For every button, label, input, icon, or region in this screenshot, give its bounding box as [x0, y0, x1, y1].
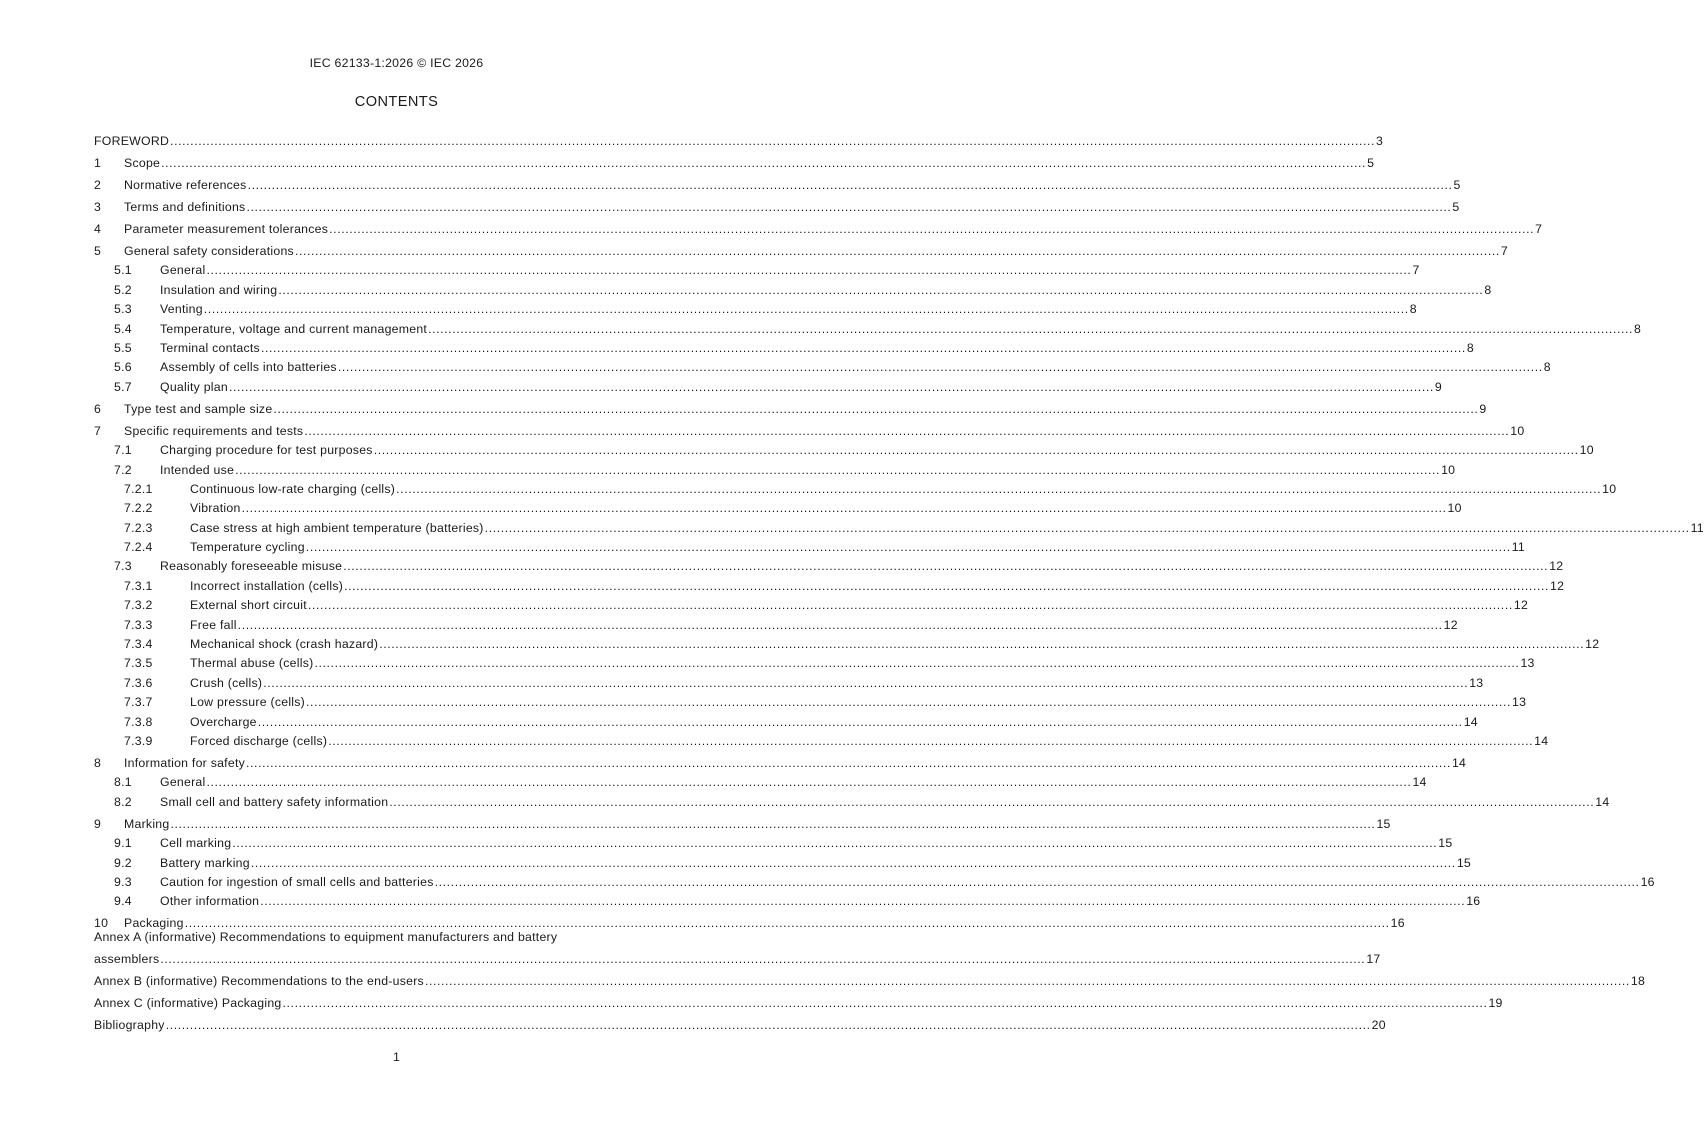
toc-entry-number: 10 [94, 916, 109, 931]
dot-leader: ............................................................................................................................................................................................................................................................................................................ [247, 178, 1453, 192]
toc-entry-page: 10 [1602, 481, 1617, 496]
toc-entry-number: 2 [94, 178, 102, 192]
toc-entry[interactable] [94, 192, 1460, 214]
toc-entry-title: assemblers [94, 952, 160, 967]
toc-entry-number: 7.3.8 [124, 714, 153, 729]
toc-entry[interactable] [94, 966, 1646, 989]
toc-entry-number: 7.1 [114, 443, 132, 458]
dot-leader: ............................................................................................................................................................................................................................................................................................................ [344, 578, 1550, 593]
toc-entry[interactable] [94, 593, 1529, 613]
toc-entry-number: 6 [94, 401, 102, 416]
toc-entry-number: 7.3 [114, 559, 132, 574]
toc-entry-page: 12 [1550, 578, 1565, 593]
toc-entry[interactable] [94, 789, 1610, 809]
dot-leader: ............................................................................................................................................................................................................................................................................................................ [260, 894, 1466, 909]
dot-leader: ............................................................................................................................................................................................................................................................................................................ [232, 836, 1438, 851]
dot-leader: ............................................................................................................................................................................................................................................................................................................ [235, 462, 1441, 477]
toc-entry[interactable] [94, 945, 1381, 967]
toc-entry[interactable] [94, 809, 1391, 831]
toc-entry-title: Terminal contacts [160, 340, 260, 355]
toc-entry-number: 7.3.3 [124, 617, 153, 632]
toc-entry-page: 12 [1443, 617, 1458, 632]
toc-entry-title: Caution for ingestion of small cells and batteries [160, 874, 434, 889]
toc-entry[interactable] [94, 850, 1471, 870]
toc-entry[interactable] [94, 214, 1543, 236]
toc-entry-title: Temperature, voltage and current management [160, 321, 428, 336]
dot-leader: ............................................................................................................................................................................................................................................................................................................ [306, 695, 1511, 710]
toc-entry-page: 16 [1390, 916, 1405, 931]
dot-leader: ............................................................................................................................................................................................................................................................................................................ [228, 379, 1434, 394]
toc-entry[interactable] [94, 870, 1655, 889]
toc-entry-page: 12 [1585, 637, 1600, 652]
toc-entry-page: 7 [1412, 263, 1420, 278]
toc-entry-title: Crush (cells) [190, 675, 263, 690]
toc-entry-title: Overcharge [190, 714, 257, 729]
toc-entry-number: 7.3.6 [124, 675, 153, 690]
toc-entry[interactable] [94, 416, 1525, 438]
toc-entry-title: Temperature cycling [190, 540, 305, 555]
toc-entry-number: 9.4 [114, 894, 132, 909]
toc-entry[interactable] [94, 297, 1417, 317]
toc-entry[interactable] [94, 908, 1405, 931]
toc-entry-title: Quality plan [160, 379, 228, 394]
dot-leader: ............................................................................................................................................................................................................................................................................................................ [206, 775, 1412, 790]
toc-entry-page: 16 [1466, 894, 1481, 909]
toc-entry[interactable] [94, 831, 1453, 851]
toc-entry-page: 5 [1453, 178, 1461, 192]
toc-entry-number: 8 [94, 755, 102, 770]
toc-entry-page: 11 [1690, 520, 1704, 535]
toc-entry-page: 11 [1511, 540, 1526, 555]
toc-entry-number: 7.3.1 [124, 578, 153, 593]
toc-entry-title: Parameter measurement tolerances [124, 222, 329, 236]
toc-entry-page: 9 [1479, 401, 1487, 416]
toc-entry-title[interactable]: Annex A (informative) Recommendations to equipment manufacturers and battery [94, 930, 558, 945]
toc-entry-number: 7.3.2 [124, 598, 153, 613]
toc-entry[interactable] [94, 170, 1461, 192]
table-of-contents [94, 126, 1704, 1033]
dot-leader: ............................................................................................................................................................................................................................................................................................................ [250, 855, 1456, 870]
toc-entry[interactable] [94, 729, 1549, 748]
toc-entry-title: Continuous low-rate charging (cells) [190, 481, 396, 496]
toc-entry-number: 5.4 [114, 321, 132, 336]
toc-entry-title: Other information [160, 894, 260, 909]
toc-entry-title: Vibration [190, 501, 241, 516]
toc-entry-title: Case stress at high ambient temperature (batteries) [190, 520, 484, 535]
toc-entry-page: 3 [1376, 134, 1384, 148]
dot-leader: ............................................................................................................................................................................................................................................................................................................ [161, 156, 1367, 170]
toc-entry-title: Annex B (informative) Recommendations to the end-users [94, 974, 424, 989]
toc-entry-title: Packaging [124, 916, 184, 931]
toc-entry[interactable] [94, 496, 1462, 516]
dot-leader: ............................................................................................................................................................................................................................................................................................................ [304, 423, 1510, 438]
toc-entry[interactable] [94, 336, 1474, 355]
toc-entry-page: 14 [1463, 714, 1478, 729]
dot-leader: ............................................................................................................................................................................................................................................................................................................ [337, 360, 1543, 375]
dot-leader: ............................................................................................................................................................................................................................................................................................................ [246, 200, 1452, 214]
dot-leader: ............................................................................................................................................................................................................................................................................................................ [184, 916, 1390, 931]
toc-entry[interactable] [94, 554, 1564, 574]
toc-entry-page: 16 [1640, 874, 1655, 889]
toc-entry-title: Charging procedure for test purposes [160, 443, 373, 458]
toc-entry-number: 5.5 [114, 340, 132, 355]
dot-leader: ............................................................................................................................................................................................................................................................................................................ [170, 134, 1376, 148]
toc-entry[interactable] [94, 258, 1420, 278]
toc-entry[interactable] [94, 748, 1467, 770]
toc-entry[interactable] [94, 515, 1704, 535]
toc-entry-number: 7.2.2 [124, 501, 153, 516]
toc-entry-number: 1 [94, 156, 102, 170]
dot-leader: ............................................................................................................................................................................................................................................................................................................ [373, 443, 1579, 458]
toc-entry-page: 17 [1366, 952, 1381, 967]
dot-leader: ............................................................................................................................................................................................................................................................................................................ [343, 559, 1549, 574]
dot-leader: ............................................................................................................................................................................................................................................................................................................ [307, 598, 1513, 613]
toc-entry-title: General safety considerations [124, 244, 294, 258]
toc-entry-title: Cell marking [160, 836, 232, 851]
toc-entry-number: 9 [94, 816, 102, 831]
dot-leader: ............................................................................................................................................................................................................................................................................................................ [260, 340, 1466, 355]
toc-entry-number: 5 [94, 244, 102, 258]
toc-entry-title: Type test and sample size [124, 401, 273, 416]
toc-entry-page: 8 [1543, 360, 1551, 375]
toc-entry-page: 14 [1412, 775, 1427, 790]
toc-entry-number: 9.1 [114, 836, 132, 851]
toc-entry[interactable] [94, 690, 1527, 710]
toc-entry-page: 13 [1511, 695, 1527, 710]
toc-entry-page: 18 [1630, 974, 1646, 989]
toc-entry[interactable] [94, 374, 1442, 394]
toc-entry-title: Annex C (informative) Packaging [94, 996, 282, 1011]
toc-entry-page: 19 [1488, 996, 1503, 1011]
toc-entry-title: Forced discharge (cells) [190, 733, 328, 748]
toc-entry[interactable] [94, 236, 1508, 258]
toc-entry-number: 5.7 [114, 379, 132, 394]
toc-entry-number: 9.3 [114, 874, 132, 889]
toc-entry-number: 7.2 [114, 462, 132, 477]
toc-entry-page: 10 [1510, 423, 1525, 438]
toc-entry[interactable] [94, 1010, 1386, 1033]
toc-entry-page: 14 [1451, 755, 1467, 770]
toc-entry-page: 15 [1456, 855, 1471, 870]
toc-entry-title: Bibliography [94, 1018, 165, 1033]
toc-entry[interactable] [94, 988, 1503, 1011]
toc-entry-title: FOREWORD [94, 134, 170, 148]
toc-entry-number: 7.3.4 [124, 637, 153, 652]
toc-entry[interactable] [94, 355, 1551, 375]
toc-entry[interactable] [94, 709, 1478, 729]
toc-entry-title: Small cell and battery safety information [160, 794, 389, 809]
toc-entry-number: 9.2 [114, 855, 132, 870]
dot-leader: ............................................................................................................................................................................................................................................................................................................ [328, 733, 1534, 748]
toc-entry[interactable] [94, 394, 1487, 416]
page-number: 1 [392, 1050, 401, 1064]
toc-entry[interactable] [94, 612, 1458, 632]
dot-leader: ............................................................................................................................................................................................................................................................................................................ [165, 1018, 1371, 1033]
toc-entry-number: 7.2.4 [124, 540, 153, 555]
toc-entry-title: Information for safety [124, 755, 246, 770]
dot-leader: ............................................................................................................................................................................................................................................................................................................ [206, 263, 1412, 278]
toc-entry-page: 13 [1520, 656, 1535, 671]
toc-entry-title: Normative references [124, 178, 247, 192]
toc-entry[interactable] [94, 670, 1484, 690]
toc-entry-page: 8 [1466, 340, 1474, 355]
dot-leader: ............................................................................................................................................................................................................................................................................................................ [237, 617, 1443, 632]
toc-entry-number: 7.2.1 [124, 481, 153, 496]
toc-entry[interactable] [94, 535, 1526, 555]
toc-entry-title: Mechanical shock (crash hazard) [190, 637, 379, 652]
toc-entry-title: Scope [124, 156, 161, 170]
toc-entry-page: 10 [1447, 501, 1462, 516]
toc-entry-page: 20 [1371, 1018, 1386, 1033]
dot-leader: ............................................................................................................................................................................................................................................................................................................ [329, 222, 1535, 236]
toc-entry[interactable] [94, 477, 1617, 496]
toc-entry-title: Incorrect installation (cells) [190, 578, 344, 593]
toc-entry-number: 5.1 [114, 263, 132, 278]
dot-leader: ............................................................................................................................................................................................................................................................................................................ [160, 952, 1366, 967]
toc-entry-number: 5.2 [114, 282, 132, 297]
dot-leader: ............................................................................................................................................................................................................................................................................................................ [379, 637, 1585, 652]
dot-leader: ............................................................................................................................................................................................................................................................................................................ [424, 974, 1630, 989]
dot-leader: ............................................................................................................................................................................................................................................................................................................ [241, 501, 1447, 516]
toc-entry-title: Free fall [190, 617, 237, 632]
toc-entry-page: 14 [1595, 794, 1610, 809]
toc-entry-number: 5.3 [114, 302, 132, 317]
toc-entry-page: 12 [1513, 598, 1529, 613]
dot-leader: ............................................................................................................................................................................................................................................................................................................ [428, 321, 1634, 336]
dot-leader: ............................................................................................................................................................................................................................................................................................................ [203, 302, 1409, 317]
dot-leader: ............................................................................................................................................................................................................................................................................................................ [294, 244, 1500, 258]
dot-leader: ............................................................................................................................................................................................................................................................................................................ [263, 675, 1469, 690]
toc-entry-page: 10 [1579, 443, 1594, 458]
toc-entry-number: 8.1 [114, 775, 132, 790]
toc-entry-page: 15 [1376, 816, 1391, 831]
toc-entry[interactable] [94, 651, 1535, 671]
toc-entry-page: 8 [1409, 302, 1417, 317]
toc-entry-number: 7.3.5 [124, 656, 153, 671]
toc-entry-page: 13 [1469, 675, 1484, 690]
toc-entry-title: Low pressure (cells) [190, 695, 306, 710]
dot-leader: ............................................................................................................................................................................................................................................................................................................ [257, 714, 1463, 729]
dot-leader: ............................................................................................................................................................................................................................................................................................................ [273, 401, 1479, 416]
dot-leader: ............................................................................................................................................................................................................................................................................................................ [246, 755, 1451, 770]
toc-entry-page: 5 [1452, 200, 1460, 214]
toc-entry[interactable] [94, 770, 1427, 790]
toc-entry-number: 3 [94, 200, 102, 214]
dot-leader: ............................................................................................................................................................................................................................................................................................................ [389, 794, 1595, 809]
toc-entry[interactable] [94, 889, 1481, 909]
toc-entry-page: 8 [1484, 282, 1492, 297]
toc-entry-number: 7.3.7 [124, 695, 153, 710]
toc-entry-title: General [160, 263, 206, 278]
toc-entry-page: 7 [1500, 244, 1508, 258]
dot-leader: ............................................................................................................................................................................................................................................................................................................ [305, 540, 1511, 555]
toc-entry-title: Thermal abuse (cells) [190, 656, 314, 671]
toc-entry-number: 7.2.3 [124, 520, 153, 535]
toc-entry-page: 10 [1441, 462, 1456, 477]
dot-leader: ............................................................................................................................................................................................................................................................................................................ [278, 282, 1484, 297]
page-title: CONTENTS [354, 94, 439, 110]
toc-entry-number: 5.6 [114, 360, 132, 375]
toc-entry-page: 9 [1434, 379, 1442, 394]
toc-entry[interactable] [94, 277, 1492, 297]
toc-entry-title: Battery marking [160, 855, 250, 870]
dot-leader: ............................................................................................................................................................................................................................................................................................................ [314, 656, 1520, 671]
dot-leader: ............................................................................................................................................................................................................................................................................................................ [282, 996, 1488, 1011]
toc-entry-title: General [160, 775, 206, 790]
toc-entry[interactable] [94, 573, 1565, 593]
toc-entry-number: 8.2 [114, 794, 132, 809]
toc-entry-number: 7 [94, 423, 102, 438]
toc-entry[interactable] [94, 316, 1642, 336]
toc-entry-page: 14 [1534, 733, 1549, 748]
toc-entry-page: 12 [1549, 559, 1564, 574]
dot-leader: ............................................................................................................................................................................................................................................................................................................ [484, 520, 1690, 535]
toc-entry-title: Insulation and wiring [160, 282, 278, 297]
toc-entry[interactable] [94, 632, 1600, 652]
dot-leader: ............................................................................................................................................................................................................................................................................................................ [434, 874, 1640, 889]
dot-leader: ............................................................................................................................................................................................................................................................................................................ [170, 816, 1376, 831]
toc-entry[interactable] [94, 457, 1456, 477]
toc-entry-page: 5 [1367, 156, 1375, 170]
toc-entry-title: Specific requirements and tests [124, 423, 304, 438]
toc-entry-page: 8 [1634, 321, 1642, 336]
toc-entry-title: Assembly of cells into batteries [160, 360, 337, 375]
toc-entry-number: 4 [94, 222, 102, 236]
toc-entry-page: 15 [1438, 836, 1453, 851]
toc-entry-title: Intended use [160, 462, 235, 477]
toc-entry[interactable] [94, 438, 1594, 458]
toc-entry-title: Venting [160, 302, 203, 317]
toc-entry-page: 7 [1535, 222, 1543, 236]
toc-entry-title: Reasonably foreseeable misuse [160, 559, 343, 574]
toc-entry-title: External short circuit [190, 598, 307, 613]
toc-entry-title: Marking [124, 816, 170, 831]
toc-entry[interactable] [94, 126, 1384, 148]
toc-entry[interactable] [94, 148, 1375, 170]
toc-entry-title: Terms and definitions [124, 200, 246, 214]
toc-entry-number: 7.3.9 [124, 733, 153, 748]
document-header: IEC 62133-1:2026 © IEC 2026 [309, 56, 484, 70]
dot-leader: ............................................................................................................................................................................................................................................................................................................ [396, 481, 1602, 496]
